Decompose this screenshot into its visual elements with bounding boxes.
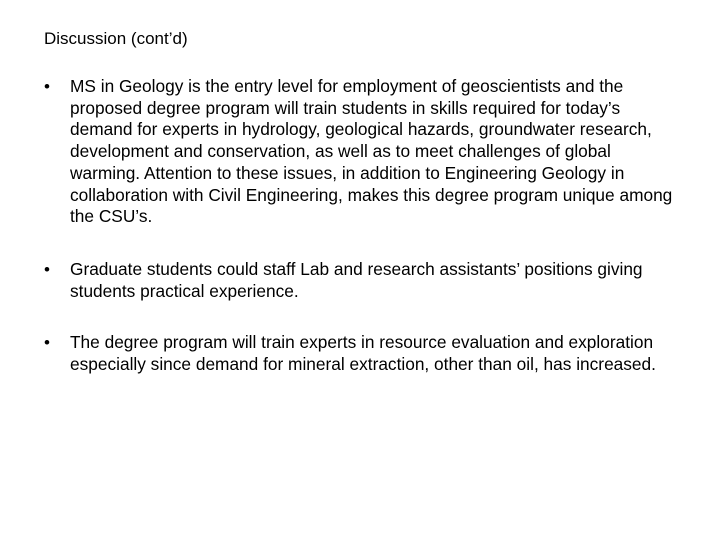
bullet-marker: •	[44, 77, 50, 96]
slide-title: Discussion (cont’d)	[44, 29, 188, 48]
bullet-marker: •	[44, 333, 50, 352]
bullet-text: The degree program will train experts in resource evaluation and exploration especially since demand for mineral extraction, other than oil, has increased.	[70, 332, 656, 374]
bullet-marker: •	[44, 260, 50, 279]
bullet-text: Graduate students could staff Lab and research assistants’ positions giving students practical experience.	[70, 259, 643, 301]
bullet-text: MS in Geology is the entry level for employment of geoscientists and the proposed degree program will train students in skills required for today’s demand for experts in hydrology, geological hazards, groundwater research, development and conservation, as well as to meet challenges of global warming. Attention to these issues, in addition to Engineering Geology in collaboration with Civil Engineering, makes this degree program unique among the CSU’s.	[70, 76, 673, 227]
